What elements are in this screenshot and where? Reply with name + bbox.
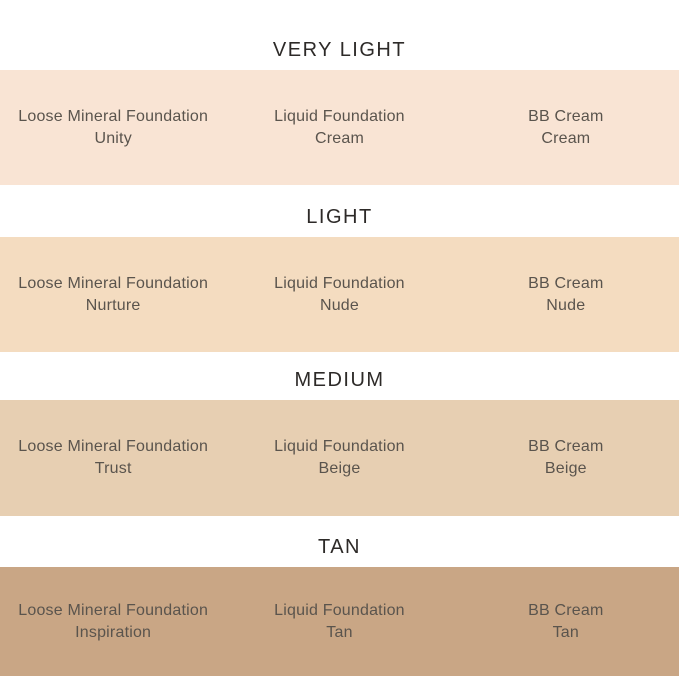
product-cell: [453, 70, 679, 185]
section-heading-row: [0, 0, 679, 70]
product-name: Liquid Foundation: [274, 438, 405, 455]
product-cell: [0, 567, 226, 676]
product-name: Liquid Foundation: [274, 274, 405, 292]
shade-section-very-light: [0, 0, 679, 185]
product-cell: [0, 400, 226, 516]
product-cell: [453, 237, 679, 352]
product-shade: Tan: [552, 623, 580, 641]
product-cell: [453, 400, 679, 516]
product-shade: Beige: [318, 460, 361, 477]
product-shade: Cream: [541, 129, 591, 147]
product-shade: Unity: [94, 129, 132, 147]
section-heading-row: [0, 352, 679, 400]
product-cell: [226, 567, 452, 676]
product-cell: [226, 400, 452, 516]
product-cell: [0, 237, 226, 352]
shade-band: [0, 237, 679, 352]
shade-section-medium: [0, 352, 679, 516]
product-shade: Tan: [326, 623, 353, 641]
product-name: BB Cream: [528, 107, 604, 125]
section-heading-row: [0, 516, 679, 567]
product-shade: Beige: [544, 460, 587, 477]
shade-band: [0, 70, 679, 185]
product-name: Loose Mineral Foundation: [18, 107, 209, 125]
shade-band: [0, 567, 679, 676]
section-heading: TAN: [317, 536, 361, 558]
product-name: Loose Mineral Foundation: [18, 438, 209, 455]
product-name: Liquid Foundation: [274, 601, 405, 619]
product-cell: [453, 567, 679, 676]
section-heading: LIGHT: [306, 206, 373, 228]
section-heading: VERY LIGHT: [272, 39, 407, 61]
product-shade: Trust: [94, 460, 132, 477]
shade-section-light: [0, 185, 679, 352]
section-heading: MEDIUM: [294, 369, 385, 391]
product-cell: [226, 237, 452, 352]
product-shade: Nurture: [85, 296, 141, 314]
product-name: Liquid Foundation: [274, 107, 405, 125]
product-name: BB Cream: [528, 274, 604, 292]
shade-section-tan: [0, 516, 679, 676]
shade-band: [0, 400, 679, 516]
product-name: BB Cream: [528, 601, 604, 619]
product-shade: Nude: [319, 296, 360, 314]
product-cell: [0, 70, 226, 185]
product-name: BB Cream: [528, 438, 604, 455]
product-shade: Cream: [314, 129, 364, 147]
product-cell: [226, 70, 452, 185]
product-shade: Nude: [546, 296, 586, 314]
product-name: Loose Mineral Foundation: [18, 601, 209, 619]
product-name: Loose Mineral Foundation: [18, 274, 209, 292]
product-shade: Inspiration: [75, 623, 152, 641]
section-heading-row: [0, 185, 679, 237]
